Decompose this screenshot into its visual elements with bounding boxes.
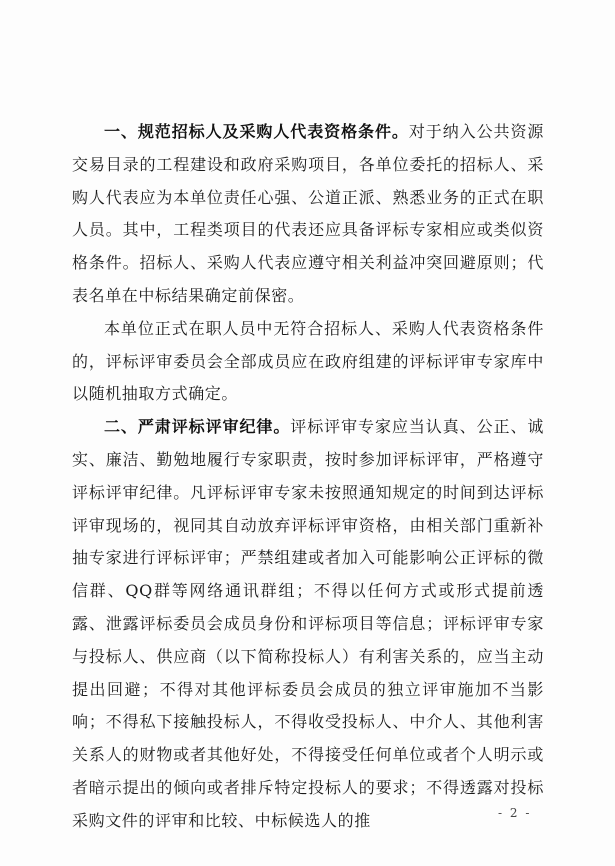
document-body <box>72 116 544 838</box>
paragraph-random-selection <box>72 313 544 411</box>
page-number: - 2 - <box>498 806 532 820</box>
paragraph-qualification <box>72 116 544 313</box>
section-heading-discipline: 二、严肃评标评审纪律。 <box>104 417 291 437</box>
paragraph-text: 评标评审专家应当认真、公正、诚实、廉洁、勤勉地履行专家职责，按时参加评标评审，严格遵守评标评审纪律。凡评标评审专家未按照通知规定的时间到达评标评审现场的，视同其自动放弃评标评审资格，由相关部门重新补抽专家进行评标评审；严禁组建或者加入可能影响公正评标的微信群、QQ群等网络通讯群组；不得以任何方式或形式提前透露、泄露评标委员会成员身份和评标项目等信息；评标评审专家与投标人、供应商（以下简称投标人）有利害关系的，应当主动提出回避；不得对其他评标委员会成员的独立评审施加不当影响；不得私下接触投标人，不得收受投标人、中介人、其他利害关系人的财物或者其他好处，不得接受任何单位或者个人明示或者暗示提出的倾向或者排斥特定投标人的要求；不得透露对投标采购文件的评审和比较、中标候选人的推 <box>72 417 544 830</box>
paragraph-text: 本单位正式在职人员中无符合招标人、采购人代表资格条件的，评标评审委员会全部成员应在政府组建的评标评审专家库中以随机抽取方式确定。 <box>72 318 544 404</box>
paragraph-discipline <box>72 411 544 837</box>
section-heading-qualification: 一、规范招标人及采购人代表资格条件。 <box>104 122 409 141</box>
paragraph-text: 对于纳入公共资源交易目录的工程建设和政府采购项目，各单位委托的招标人、采购人代表应为本单位责任心强、公道正派、熟悉业务的正式在职人员。其中，工程类项目的代表还应具备评标专家相应或类似资格条件。招标人、采购人代表应遵守相关利益冲突回避原则；代表名单在中标结果确定前保密。 <box>72 122 544 305</box>
